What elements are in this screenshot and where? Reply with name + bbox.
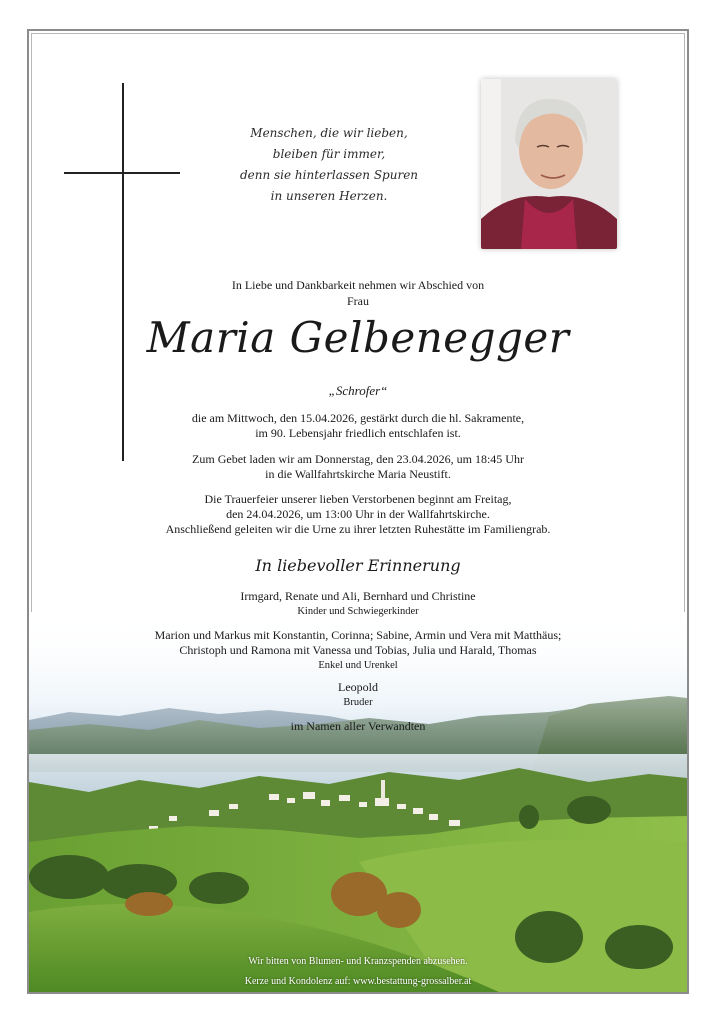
obituary-frame [27, 29, 689, 994]
text-line: Anschließend geleiten wir die Urne zu ihrer letzten Ruhestätte im Familiengrab. [165, 522, 551, 536]
text-line: in die Wallfahrtskirche Maria Neustift. [265, 467, 451, 481]
text-line: im 90. Lebensjahr friedlich entschlafen ist. [255, 426, 461, 440]
family-group-grandchildren [29, 628, 687, 673]
family-relation: Enkel und Urenkel [318, 660, 398, 671]
prayer-notice [29, 452, 687, 482]
poem [214, 123, 444, 207]
intro-line: In Liebe und Dankbarkeit nehmen wir Abschied von [231, 278, 485, 292]
flowers-note: Wir bitten von Blumen- und Kranzspenden abzusehen. [248, 956, 468, 967]
family-group-children [29, 589, 687, 619]
family-group-relatives [29, 719, 687, 734]
cross-icon [122, 83, 124, 461]
deceased-name: Maria Gelbenegger [146, 313, 570, 362]
family-names: Christoph und Ramona mit Vanessa und Tobias, Julia und Harald, Thomas [179, 643, 537, 657]
family-group-brother [29, 680, 687, 710]
family-names: Leopold [338, 680, 378, 694]
text-line: die am Mittwoch, den 15.04.2026, gestärkt durch die hl. Sakramente, [191, 411, 525, 425]
portrait-photo [481, 79, 617, 249]
poem-line: Menschen, die wir lieben, [250, 126, 408, 140]
family-relation: Kinder und Schwiegerkinder [297, 606, 419, 617]
text-line: Zum Gebet laden wir am Donnerstag, den 23.04.2026, um 18:45 Uhr [192, 452, 524, 466]
family-names: im Namen aller Verwandten [290, 719, 426, 733]
text-line: Die Trauerfeier unserer lieben Verstorbenen beginnt am Freitag, [204, 492, 512, 506]
poem-line: bleiben für immer, [272, 147, 386, 161]
family-names: Irmgard, Renate und Ali, Bernhard und Christine [240, 589, 476, 603]
remembrance-heading: In liebevoller Erinnerung [255, 556, 461, 575]
poem-line: in unseren Herzen. [270, 189, 388, 203]
funeral-notice [29, 492, 687, 537]
cross-icon-bar [64, 172, 180, 174]
intro-text [29, 277, 687, 309]
condolence-link[interactable]: Kerze und Kondolenz auf: www.bestattung-grossalber.at [244, 976, 472, 987]
text-line: den 24.04.2026, um 13:00 Uhr in der Wallfahrtskirche. [226, 507, 490, 521]
poem-line: denn sie hinterlassen Spuren [239, 168, 419, 182]
intro-line: Frau [347, 294, 369, 308]
death-notice [29, 411, 687, 441]
family-names: Marion und Markus mit Konstantin, Corinna; Sabine, Armin und Vera mit Matthäus; [154, 628, 562, 642]
family-relation: Bruder [343, 697, 373, 708]
nickname: „Schrofer“ [328, 383, 388, 398]
